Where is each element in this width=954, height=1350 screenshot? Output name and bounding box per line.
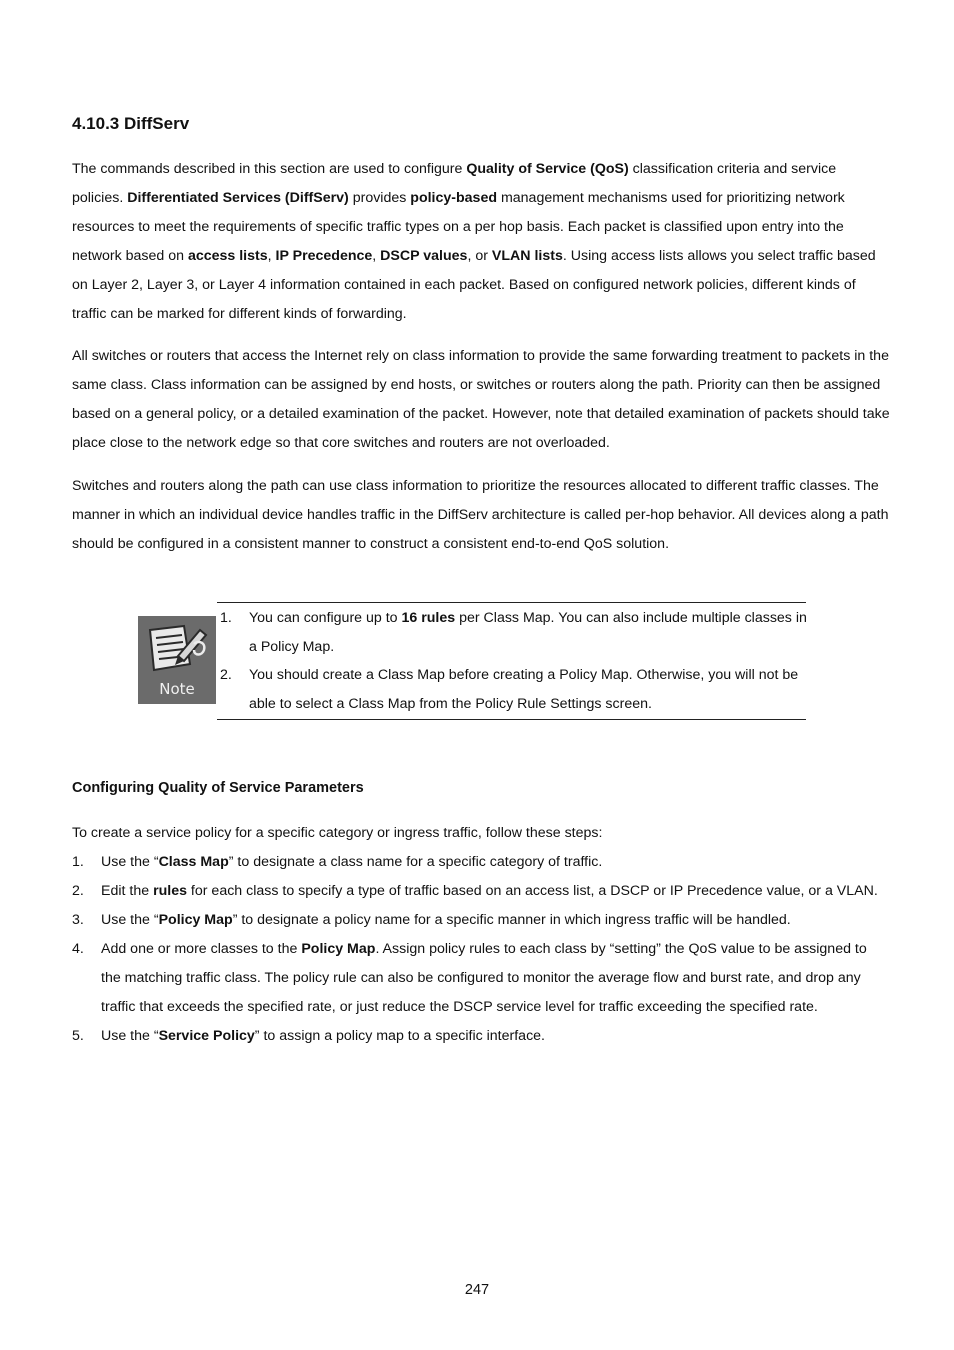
- step-number: 2.: [72, 883, 84, 899]
- note-pencil-icon: [138, 616, 216, 704]
- paragraph-per-hop-behavior: Switches and routers along the path can use class information to prioritize the resources allocated to different traffic classes. The manner in which an individual device handles traffic in the DiffServ architecture is called per-hop behavior. All devices along a path should be configured in a consistent manner to construct a consistent end-to-end QoS solution.: [72, 478, 889, 552]
- paragraph-intro: The commands described in this section are used to configure Quality of Service (QoS) classification criteria and service policies. Differentiated Services (DiffServ) provides policy-based management mechanisms used for prioritizing network resources to meet the requirements of specific traffic types on a per hop basis. Each packet is classified upon entry into the network based on access lists, IP Precedence, DSCP values, or VLAN lists. Using access lists allows you select traffic based on Layer 2, Layer 3, or Layer 4 information contained in each packet. Based on configured network policies, different kinds of traffic can be marked for different kinds of forwarding.: [72, 161, 876, 322]
- step-number: 3.: [72, 912, 84, 928]
- bold-term: Policy Map: [301, 941, 376, 957]
- steps-intro: To create a service policy for a specific category or ingress traffic, follow these steps:: [72, 825, 603, 841]
- list-item: [72, 848, 890, 877]
- note-item-text: You should create a Class Map before creating a Policy Map. Otherwise, you will not be able to select a Class Map from the Policy Rule Settings screen.: [249, 667, 799, 712]
- bold-term: Class Map: [158, 854, 229, 870]
- step-text: Edit the rules for each class to specify a type of traffic based on an access list, a DSCP or IP Precedence value, or a VLAN.: [101, 883, 878, 899]
- subsection-title: Configuring Quality of Service Parameters: [72, 780, 364, 796]
- step-number: 1.: [72, 854, 84, 870]
- bold-term: 16 rules: [401, 610, 456, 626]
- note-item-text: You can configure up to 16 rules per Class Map. You can also include multiple classes in a Policy Map.: [249, 610, 807, 655]
- bold-term: DSCP values: [380, 248, 468, 264]
- bold-term: access lists: [187, 248, 268, 264]
- step-text: Use the “Class Map” to designate a class name for a specific category of traffic.: [101, 854, 603, 870]
- step-text: Add one or more classes to the Policy Map. Assign policy rules to each class by “setting” the QoS value to be assigned to the matching traffic class. The policy rule can also be configured to monitor the average flow and burst rate, and drop any traffic that exceeds the specified rate, or just reduce the DSCP service level for traffic exceeding the specified rate.: [101, 941, 867, 1015]
- list-item: [72, 906, 890, 935]
- step-number: 5.: [72, 1028, 84, 1044]
- section-title: 4.10.3 DiffServ: [72, 114, 190, 133]
- steps-list: [72, 848, 890, 1051]
- bold-term: IP Precedence: [275, 248, 373, 264]
- bold-term: Service Policy: [158, 1028, 255, 1044]
- note-item-number: 1.: [220, 610, 232, 626]
- list-item: [72, 877, 890, 906]
- page-number: 247: [464, 1282, 490, 1298]
- note-item-number: 2.: [220, 667, 232, 683]
- bold-term: policy-based: [410, 190, 498, 206]
- bold-term: Differentiated Services (DiffServ): [127, 190, 349, 206]
- step-text: Use the “Policy Map” to designate a policy name for a specific manner in which ingress traffic will be handled.: [101, 912, 791, 928]
- bold-term: VLAN lists: [491, 248, 563, 264]
- bold-term: Policy Map: [158, 912, 233, 928]
- list-item: [72, 1022, 890, 1051]
- step-number: 4.: [72, 941, 84, 957]
- list-item: [72, 935, 890, 1022]
- note-icon-graphic: [138, 616, 216, 704]
- step-text: Use the “Service Policy” to assign a policy map to a specific interface.: [101, 1028, 545, 1044]
- paragraph-class-information: All switches or routers that access the Internet rely on class information to provide the same forwarding treatment to packets in the same class. Class information can be assigned by end hosts, or switches or routers along the path. Priority can then be assigned based on a general policy, or a detailed examination of the packet. However, note that detailed examination of packets should take place close to the network edge so that core switches and routers are not overloaded.: [72, 348, 890, 451]
- bold-term: Quality of Service (QoS): [466, 161, 629, 177]
- note-icon-label: Note: [159, 680, 195, 698]
- note-box: [217, 602, 806, 720]
- bold-term: rules: [153, 883, 187, 899]
